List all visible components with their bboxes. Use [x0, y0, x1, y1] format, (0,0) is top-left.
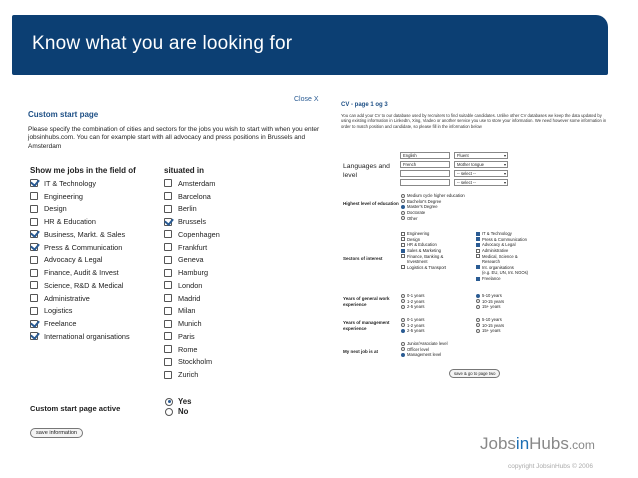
city-item[interactable] — [164, 190, 220, 203]
city-item[interactable] — [164, 215, 220, 228]
sector-checkbox[interactable] — [476, 249, 480, 253]
education-radio[interactable] — [401, 205, 405, 209]
yes-radio-row[interactable] — [165, 397, 191, 406]
sector-checkbox[interactable] — [476, 243, 480, 247]
management-experience-option[interactable] — [476, 328, 504, 334]
city-item[interactable] — [164, 343, 220, 356]
city-label: Rome — [178, 344, 198, 354]
education-label: Bachelor's Degree — [407, 198, 442, 204]
field-checkbox[interactable] — [30, 230, 38, 238]
sector-checkbox[interactable] — [476, 265, 480, 269]
sector-checkbox[interactable] — [476, 254, 480, 258]
education-option[interactable] — [401, 215, 465, 221]
city-label: Amsterdam — [178, 178, 216, 188]
field-item[interactable] — [30, 292, 130, 305]
field-checkbox[interactable] — [30, 294, 38, 302]
field-label: Engineering — [44, 191, 83, 201]
field-label: Finance, Audit & Invest — [44, 268, 119, 278]
city-label: Frankfurt — [178, 242, 208, 252]
work-experience-left — [401, 293, 424, 310]
city-label: Milan — [178, 306, 196, 316]
field-checkbox[interactable] — [30, 281, 38, 289]
save-and-next-button[interactable]: save & go to page two — [449, 369, 500, 378]
sector-label: Design — [407, 236, 421, 242]
field-label: International organisations — [44, 331, 130, 341]
field-item[interactable] — [30, 279, 130, 292]
sector-checkbox[interactable] — [401, 232, 405, 236]
management-experience-right — [476, 317, 504, 334]
sector-checkbox[interactable] — [401, 254, 405, 258]
city-item[interactable] — [164, 305, 220, 318]
field-item[interactable] — [30, 266, 130, 279]
fields-heading: Show me jobs in the field of — [30, 166, 136, 175]
field-item[interactable] — [30, 241, 130, 254]
sector-label: Finance, Banking & — [407, 253, 444, 259]
city-label: Barcelona — [178, 191, 211, 201]
sector-checkbox[interactable] — [476, 232, 480, 236]
management-experience-radio[interactable] — [476, 323, 480, 327]
field-label: Press & Communication — [44, 242, 123, 252]
field-item[interactable] — [30, 215, 130, 228]
field-checkbox-list — [30, 177, 130, 343]
city-checkbox[interactable] — [164, 281, 172, 289]
education-label: Master's Degree — [407, 204, 438, 210]
work-experience-label: 0-1 years — [407, 293, 425, 299]
sector-option[interactable] — [476, 276, 528, 282]
sector-checkbox[interactable] — [476, 237, 480, 241]
next-job-radio[interactable] — [401, 342, 405, 346]
city-item[interactable] — [164, 356, 220, 369]
copyright-text: copyright JobsinHubs © 2006 — [508, 463, 594, 470]
work-experience-label: 10-15 years — [482, 298, 505, 304]
work-experience-label: 5-10 years — [482, 293, 502, 299]
city-checkbox[interactable] — [164, 345, 172, 353]
field-item[interactable] — [30, 317, 130, 330]
sectors-label: Sectors of interest — [343, 256, 383, 261]
sector-checkbox[interactable] — [476, 277, 480, 281]
city-label: Copenhagen — [178, 229, 220, 239]
custom-start-title: Custom start page — [28, 110, 99, 119]
city-checkbox[interactable] — [164, 294, 172, 302]
field-item[interactable] — [30, 305, 130, 318]
city-label: Madrid — [178, 293, 201, 303]
sector-checkbox[interactable] — [401, 249, 405, 253]
sector-label: IT & Technology — [482, 231, 512, 237]
field-item[interactable] — [30, 228, 130, 241]
next-job-radio[interactable] — [401, 347, 405, 351]
sector-checkbox[interactable] — [401, 265, 405, 269]
management-experience-label: 5-10 years — [482, 317, 502, 323]
management-experience-label: 1-2 years — [407, 322, 425, 328]
page-title: Know what you are looking for — [32, 33, 293, 54]
city-checkbox[interactable] — [164, 230, 172, 238]
city-checkbox[interactable] — [164, 243, 172, 251]
sector-label: HR & Education — [407, 242, 437, 248]
sector-label: Administrative — [482, 248, 509, 254]
language-4-level-select[interactable]: -- select -- ▾ — [454, 179, 508, 186]
field-item[interactable] — [30, 177, 130, 190]
work-experience-radio[interactable] — [476, 305, 480, 309]
field-label: Science, R&D & Medical — [44, 280, 124, 290]
next-job-label: Junior/Associate level — [407, 341, 448, 347]
work-experience-option[interactable] — [476, 304, 504, 310]
city-label: Paris — [178, 331, 195, 341]
education-radio[interactable] — [401, 194, 405, 198]
language-3-input[interactable] — [400, 170, 450, 177]
work-experience-label: Years of general work experience — [343, 296, 390, 307]
cv-intro: You can add your CV to our database used by recruiters to find suitable candidates. Unlike other CV databases we keep the data updated by using existing information in LinkedIn, Xing, Viadeo or another service you use to store your information. We need however some information in order to match position and candidate, so please fill in the information below — [341, 113, 607, 129]
work-experience-radio[interactable] — [476, 299, 480, 303]
management-experience-label: 0-1 years — [407, 317, 425, 323]
work-experience-label: 1-2 years — [407, 298, 425, 304]
field-label: Logistics — [44, 306, 73, 316]
field-checkbox[interactable] — [30, 192, 38, 200]
management-experience-radio[interactable] — [476, 329, 480, 333]
city-checkbox[interactable] — [164, 192, 172, 200]
sector-label: Press & Communication — [482, 236, 527, 242]
work-experience-radio[interactable] — [401, 294, 405, 298]
education-label: Medium cycle higher education — [407, 193, 465, 199]
city-label: London — [178, 280, 203, 290]
city-label: Berlin — [178, 204, 197, 214]
field-label: Freelance — [44, 319, 77, 329]
work-experience-radio[interactable] — [476, 294, 480, 298]
field-item[interactable] — [30, 203, 130, 216]
work-experience-label: 15+ years — [482, 304, 501, 310]
sector-option[interactable] — [401, 265, 446, 271]
city-item[interactable] — [164, 330, 220, 343]
field-checkbox[interactable] — [30, 205, 38, 213]
next-job-label: Management level — [407, 352, 442, 358]
management-experience-label: 15+ years — [482, 328, 501, 334]
city-checkbox[interactable] — [164, 256, 172, 264]
next-job-radio[interactable] — [401, 353, 405, 357]
education-options — [401, 193, 465, 221]
sector-label: Int. organisations — [482, 264, 514, 270]
city-checkbox-list — [164, 177, 220, 381]
sector-label: Engineering — [407, 231, 430, 237]
city-checkbox[interactable] — [164, 179, 172, 187]
next-job-options — [401, 341, 448, 358]
city-item[interactable] — [164, 266, 220, 279]
save-information-button[interactable]: save information — [30, 428, 83, 438]
start-page-active-label: Custom start page active — [30, 404, 121, 413]
language-4-input[interactable] — [400, 179, 450, 186]
education-label: Other — [407, 215, 418, 221]
city-checkbox[interactable] — [164, 269, 172, 277]
field-checkbox[interactable] — [30, 256, 38, 264]
city-checkbox[interactable] — [164, 371, 172, 379]
city-checkbox[interactable] — [164, 320, 172, 328]
custom-start-intro: Please specify the combination of cities and sectors for the jobs you wish to start with when you enter jobsinhubs.com. You can for example start with all advocacy and press positions in Brussels and Amsterdam — [28, 126, 320, 150]
city-checkbox[interactable] — [164, 205, 172, 213]
city-checkbox[interactable] — [164, 218, 172, 226]
languages-label: Languages and level — [343, 163, 390, 179]
sector-option[interactable] — [401, 253, 446, 259]
field-item[interactable] — [30, 190, 130, 203]
work-experience-radio[interactable] — [401, 305, 405, 309]
work-experience-option[interactable] — [401, 304, 424, 310]
education-radio[interactable] — [401, 211, 405, 215]
work-experience-label: 2-5 years — [407, 304, 425, 310]
city-label: Munich — [178, 319, 202, 329]
field-label: Design — [44, 204, 67, 214]
management-experience-radio[interactable] — [401, 329, 405, 333]
sector-label: Freelance — [482, 276, 501, 282]
work-experience-radio[interactable] — [401, 299, 405, 303]
work-experience-right — [476, 293, 504, 310]
sector-option[interactable] — [401, 248, 446, 254]
no-radio[interactable] — [165, 408, 173, 416]
yes-label: Yes — [178, 397, 192, 406]
field-checkbox[interactable] — [30, 307, 38, 315]
field-checkbox[interactable] — [30, 243, 38, 251]
management-experience-label: 10-15 years — [482, 322, 505, 328]
sector-label: Research — [482, 259, 500, 265]
next-job-option[interactable] — [401, 341, 448, 347]
management-experience-left — [401, 317, 424, 334]
field-item[interactable] — [30, 254, 130, 267]
language-3-level-select[interactable]: -- select -- ▾ — [454, 170, 508, 177]
field-checkbox[interactable] — [30, 179, 38, 187]
city-item[interactable] — [164, 177, 220, 190]
field-label: Administrative — [44, 293, 90, 303]
city-label: Geneva — [178, 255, 204, 265]
city-label: Hamburg — [178, 268, 209, 278]
city-label: Zurich — [178, 370, 199, 380]
city-item[interactable] — [164, 254, 220, 267]
field-checkbox[interactable] — [30, 332, 38, 340]
city-item[interactable] — [164, 292, 220, 305]
field-item[interactable] — [30, 330, 130, 343]
education-option[interactable] — [401, 193, 465, 199]
field-label: Business, Markt. & Sales — [44, 229, 126, 239]
city-checkbox[interactable] — [164, 358, 172, 366]
language-1-level-select[interactable]: Fluent ▾ — [454, 152, 508, 159]
sector-label: Medical, Science & — [482, 253, 518, 259]
language-2-level-select[interactable]: Mother tongue ▾ — [454, 161, 508, 168]
sector-label: Advocacy & Legal — [482, 242, 516, 248]
sector-option — [476, 270, 528, 276]
sector-checkbox[interactable] — [401, 243, 405, 247]
sectors-left-options — [401, 231, 446, 270]
close-link[interactable]: Close X — [294, 96, 319, 103]
sector-label: (e.g. EU, UN, Int. NGOs) — [482, 270, 529, 276]
education-radio[interactable] — [401, 216, 405, 220]
city-item[interactable] — [164, 228, 220, 241]
management-experience-option[interactable] — [401, 328, 424, 334]
next-job-label: My next job is at — [343, 349, 379, 354]
field-checkbox[interactable] — [30, 320, 38, 328]
management-experience-label: Years of management experience — [343, 320, 390, 331]
sector-label: Sales & Marketing — [407, 248, 441, 254]
field-label: HR & Education — [44, 217, 96, 227]
sector-option[interactable] — [476, 237, 528, 243]
sector-label: Logistics & Transport — [407, 264, 447, 270]
field-checkbox[interactable] — [30, 218, 38, 226]
education-label: Doctorate — [407, 210, 426, 216]
field-label: Advocacy & Legal — [44, 255, 103, 265]
next-job-label: Officer level — [407, 346, 430, 352]
field-label: IT & Technology — [44, 178, 97, 188]
header-banner — [12, 15, 608, 75]
next-job-option[interactable] — [401, 352, 448, 358]
city-item[interactable] — [164, 317, 220, 330]
city-item[interactable] — [164, 279, 220, 292]
city-label: Stockholm — [178, 357, 213, 367]
field-checkbox[interactable] — [30, 269, 38, 277]
management-experience-radio[interactable] — [401, 318, 405, 322]
no-label: No — [178, 407, 189, 416]
management-experience-radio[interactable] — [476, 318, 480, 322]
no-radio-row[interactable] — [165, 407, 188, 416]
language-2-input[interactable]: French — [400, 161, 450, 168]
sectors-right-options — [476, 231, 528, 281]
jobsinhubs-logo: JobsinHubs.com — [480, 434, 595, 453]
city-item[interactable] — [164, 203, 220, 216]
education-radio[interactable] — [401, 199, 405, 203]
management-experience-radio[interactable] — [401, 323, 405, 327]
cities-heading: situated in — [164, 166, 205, 175]
city-checkbox[interactable] — [164, 332, 172, 340]
sector-label: Investment — [407, 259, 428, 265]
yes-radio[interactable] — [165, 398, 173, 406]
city-label: Brussels — [178, 217, 206, 227]
management-experience-label: 2-5 years — [407, 328, 425, 334]
education-label: Highest level of education — [343, 201, 399, 206]
city-item[interactable] — [164, 241, 220, 254]
sector-checkbox[interactable] — [401, 237, 405, 241]
cv-page-title: CV - page 1 og 3 — [341, 102, 388, 108]
language-1-input[interactable]: English — [400, 152, 450, 159]
city-item[interactable] — [164, 368, 220, 381]
city-checkbox[interactable] — [164, 307, 172, 315]
